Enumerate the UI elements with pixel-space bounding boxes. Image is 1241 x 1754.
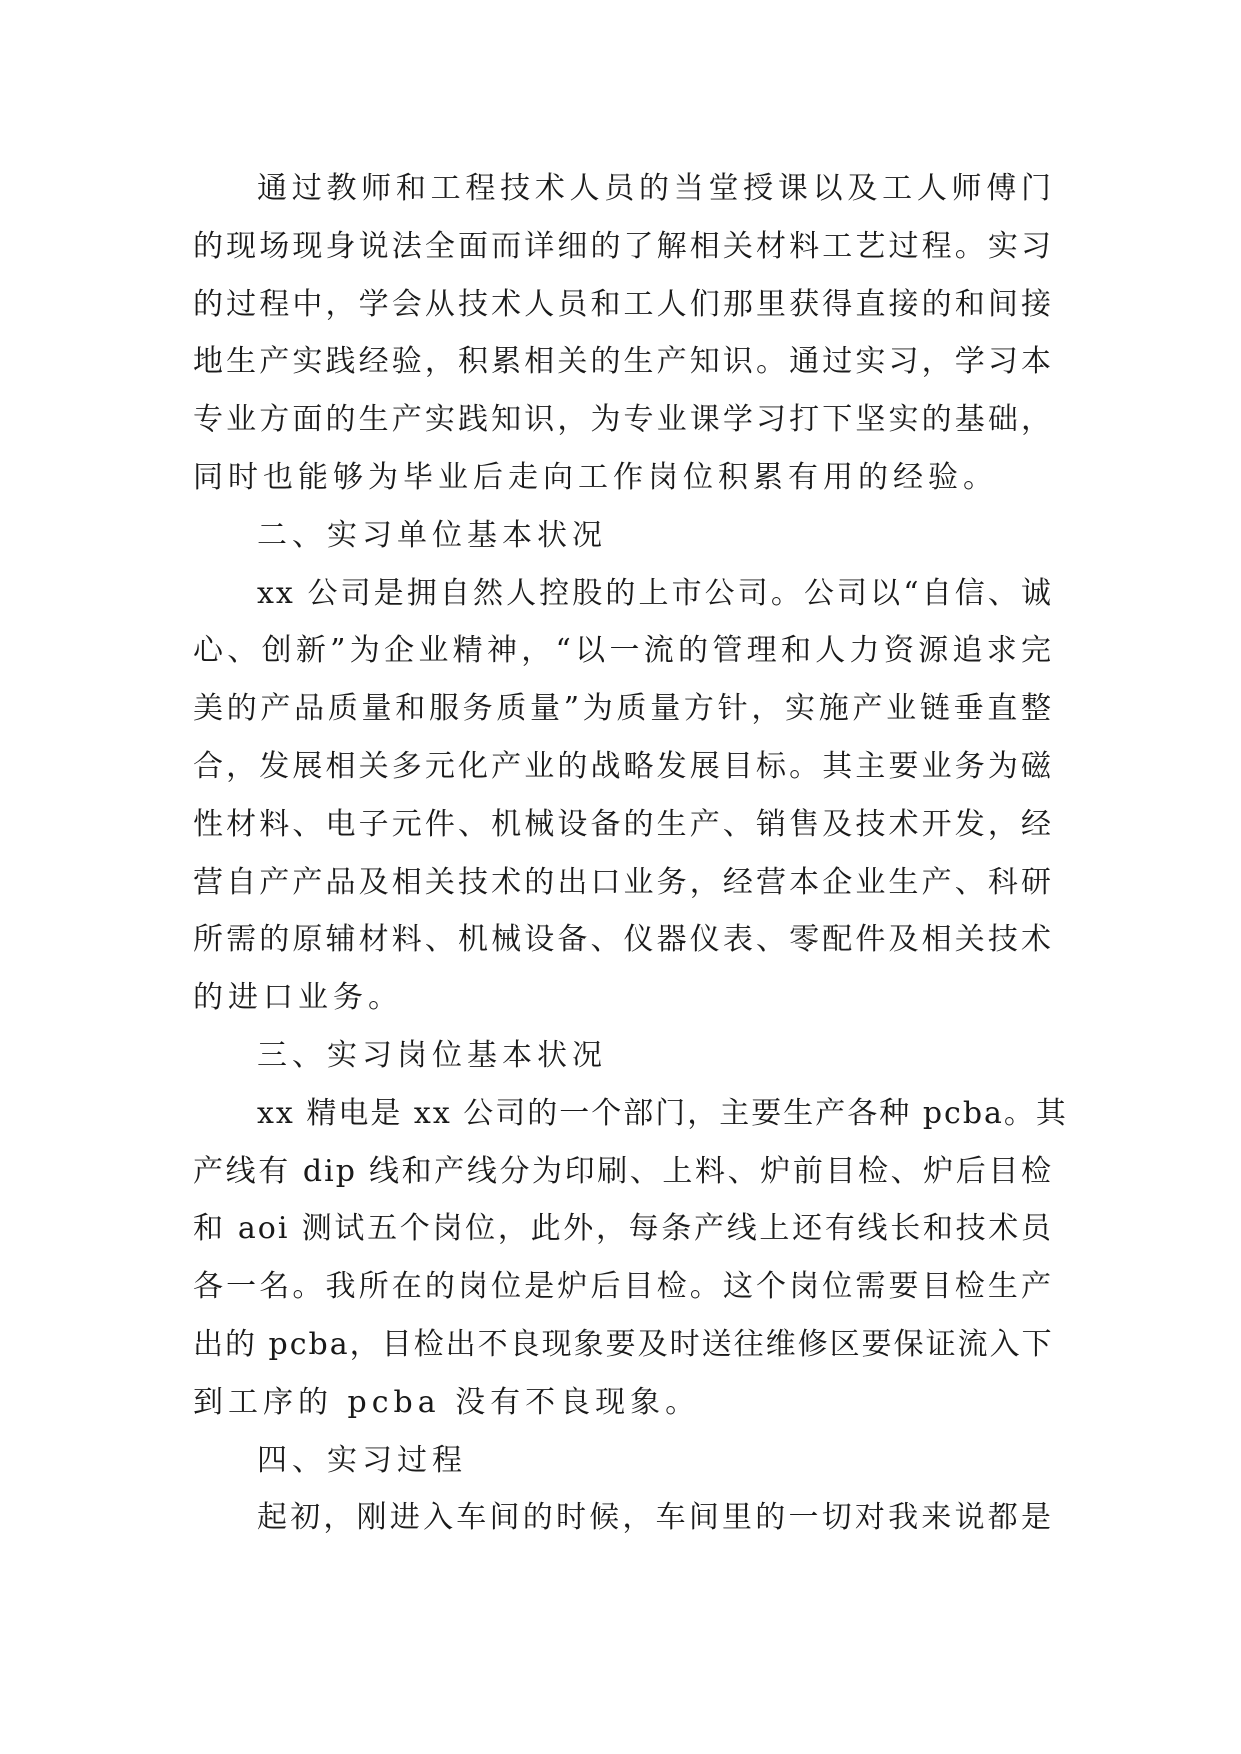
paragraph-line: 合，发展相关多元化产业的战略发展目标。其主要业务为磁 <box>193 748 1053 784</box>
paragraph-line: xx 公司是拥自然人控股的上市公司。公司以“自信、诚 <box>257 575 1053 611</box>
paragraph-line: xx 精电是 xx 公司的一个部门，主要生产各种 pcba。其 <box>257 1095 1068 1131</box>
paragraph-line: 专业方面的生产实践知识，为专业课学习打下坚实的基础， <box>193 402 1053 438</box>
paragraph-line: 出的 pcba，目检出不良现象要及时送往维修区要保证流入下 <box>193 1326 1054 1362</box>
paragraph-line: 美的产品质量和服务质量”为质量方针，实施产业链垂直整 <box>193 691 1053 727</box>
document-body <box>193 160 1068 1547</box>
paragraph-line: 所需的原辅材料、机械设备、仪器仪表、零配件及相关技术 <box>193 922 1053 958</box>
section-heading: 二、实习单位基本状况 <box>257 517 607 553</box>
paragraph-line: 心、创新”为企业精神，“以一流的管理和人力资源追求完 <box>193 633 1053 669</box>
paragraph-line: 地生产实践经验，积累相关的生产知识。通过实习，学习本 <box>193 344 1053 380</box>
paragraph-line: 的现场现身说法全面而详细的了解相关材料工艺过程。实习 <box>193 228 1053 264</box>
paragraph-line: 营自产产品及相关技术的出口业务，经营本企业生产、科研 <box>193 864 1053 900</box>
paragraph-line: 产线有 dip 线和产线分为印刷、上料、炉前目检、炉后目检 <box>193 1153 1053 1189</box>
paragraph-line: 和 aoi 测试五个岗位，此外，每条产线上还有线长和技术员 <box>193 1211 1053 1247</box>
paragraph-line: 通过教师和工程技术人员的当堂授课以及工人师傅门 <box>257 171 1053 206</box>
section-heading: 三、实习岗位基本状况 <box>257 1037 607 1073</box>
paragraph-line: 同时也能够为毕业后走向工作岗位积累有用的经验。 <box>193 459 998 495</box>
paragraph-line: 的进口业务。 <box>193 980 403 1016</box>
section-heading: 四、实习过程 <box>257 1442 467 1478</box>
paragraph-line: 各一名。我所在的岗位是炉后目检。这个岗位需要目检生产 <box>193 1269 1053 1305</box>
paragraph-line: 起初，刚进入车间的时候，车间里的一切对我来说都是 <box>257 1500 1053 1536</box>
paragraph-line: 到工序的 pcba 没有不良现象。 <box>193 1384 701 1420</box>
paragraph-line: 的过程中，学会从技术人员和工人们那里获得直接的和间接 <box>193 286 1053 322</box>
paragraph-line: 性材料、电子元件、机械设备的生产、销售及技术开发，经 <box>193 806 1053 842</box>
